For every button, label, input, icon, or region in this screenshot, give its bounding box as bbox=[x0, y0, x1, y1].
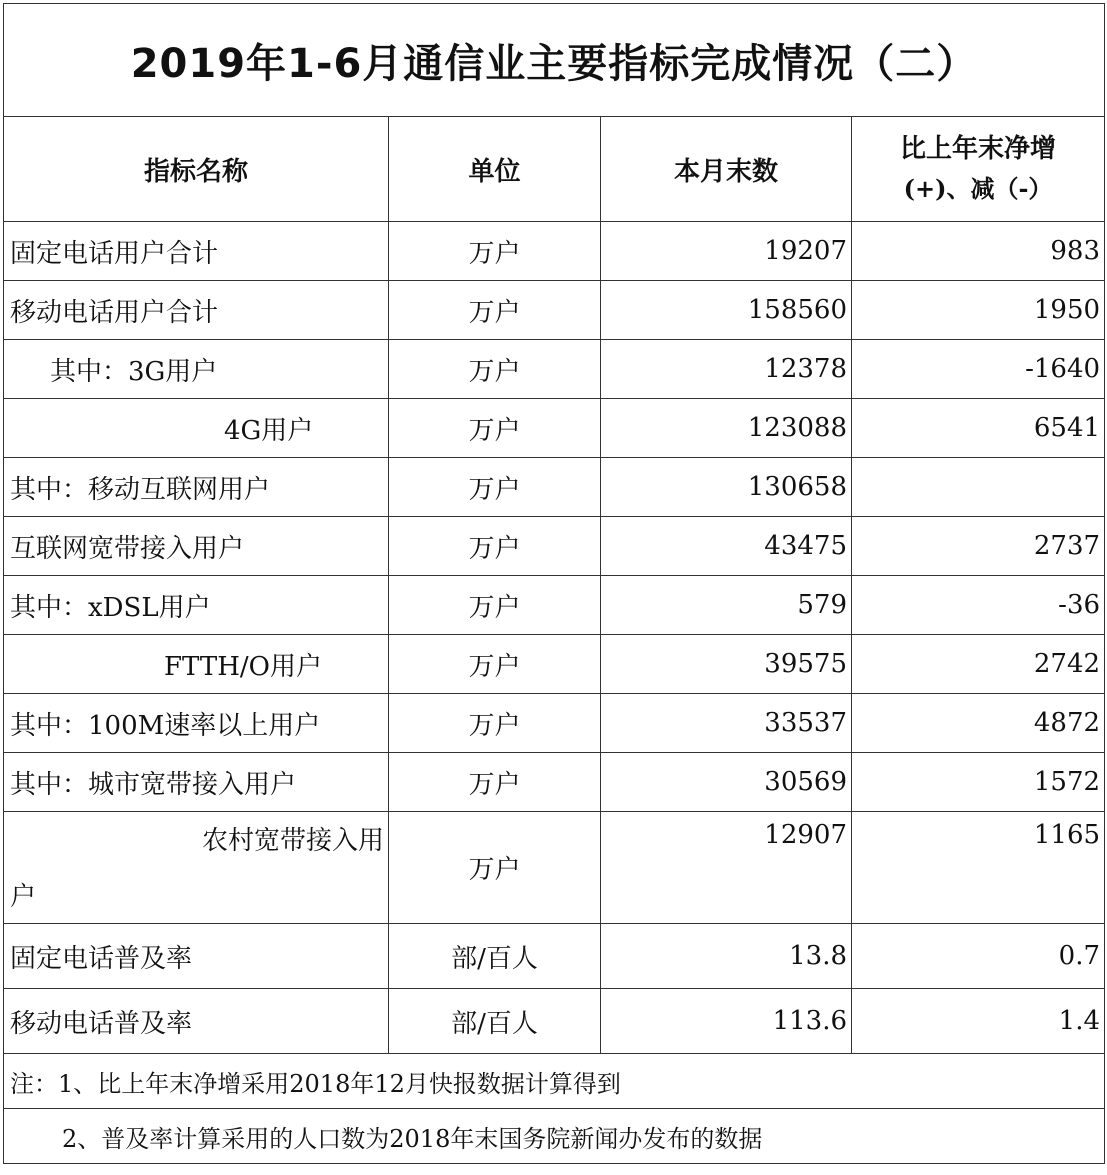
row-name: 其中：移动互联网用户 bbox=[4, 458, 389, 517]
row-name: 互联网宽带接入用户 bbox=[4, 517, 389, 576]
row-unit: 万户 bbox=[389, 458, 601, 517]
header-change bbox=[852, 117, 1105, 222]
row-current: 130658 bbox=[601, 458, 852, 517]
row-name: 其中：3G用户 bbox=[4, 340, 389, 399]
row-unit: 万户 bbox=[389, 812, 601, 924]
note-row bbox=[4, 1109, 1105, 1164]
row-name: FTTH/O用户 bbox=[4, 635, 389, 694]
table-row bbox=[4, 694, 1105, 753]
row-change: 1950 bbox=[852, 281, 1105, 340]
table-row bbox=[4, 812, 1105, 924]
table-row bbox=[4, 753, 1105, 812]
report-sheet bbox=[3, 3, 1104, 1166]
header-name: 指标名称 bbox=[4, 117, 389, 222]
row-change: 1572 bbox=[852, 753, 1105, 812]
row-name: 移动电话普及率 bbox=[4, 989, 389, 1054]
row-name: 其中：xDSL用户 bbox=[4, 576, 389, 635]
row-name-line1: 农村宽带接入用 bbox=[201, 826, 384, 856]
row-name: 其中：100M速率以上用户 bbox=[4, 694, 389, 753]
title-row bbox=[4, 4, 1105, 117]
table-row bbox=[4, 222, 1105, 281]
row-name: 其中：城市宽带接入用户 bbox=[4, 753, 389, 812]
row-change: 2737 bbox=[852, 517, 1105, 576]
row-change: -36 bbox=[852, 576, 1105, 635]
row-current: 30569 bbox=[601, 753, 852, 812]
row-unit: 万户 bbox=[389, 694, 601, 753]
table-row bbox=[4, 399, 1105, 458]
table-row bbox=[4, 517, 1105, 576]
table-row bbox=[4, 576, 1105, 635]
row-change: 1.4 bbox=[852, 989, 1105, 1054]
row-current: 12378 bbox=[601, 340, 852, 399]
row-change: 1165 bbox=[852, 812, 1105, 924]
row-change: -1640 bbox=[852, 340, 1105, 399]
row-current: 13.8 bbox=[601, 924, 852, 989]
indicator-table bbox=[3, 3, 1105, 1164]
row-unit: 万户 bbox=[389, 281, 601, 340]
row-current: 33537 bbox=[601, 694, 852, 753]
row-unit: 万户 bbox=[389, 399, 601, 458]
table-row bbox=[4, 989, 1105, 1054]
row-current: 43475 bbox=[601, 517, 852, 576]
row-current: 12907 bbox=[601, 812, 852, 924]
table-row bbox=[4, 924, 1105, 989]
row-current: 123088 bbox=[601, 399, 852, 458]
row-name: 4G用户 bbox=[4, 399, 389, 458]
row-name bbox=[4, 812, 389, 924]
note-1: 注：1、比上年末净增采用2018年12月快报数据计算得到 bbox=[4, 1054, 1105, 1109]
row-unit: 部/百人 bbox=[389, 924, 601, 989]
row-change: 0.7 bbox=[852, 924, 1105, 989]
header-change-line2: (+)、减（-） bbox=[903, 174, 1053, 203]
row-current: 158560 bbox=[601, 281, 852, 340]
row-unit: 万户 bbox=[389, 222, 601, 281]
row-name: 移动电话用户合计 bbox=[4, 281, 389, 340]
header-change-line1: 比上年末净增 bbox=[900, 134, 1057, 164]
row-unit: 万户 bbox=[389, 635, 601, 694]
page-title: 2019年1-6月通信业主要指标完成情况（二） bbox=[4, 4, 1105, 117]
row-current: 39575 bbox=[601, 635, 852, 694]
row-current: 113.6 bbox=[601, 989, 852, 1054]
table-row bbox=[4, 281, 1105, 340]
row-unit: 部/百人 bbox=[389, 989, 601, 1054]
row-change: 2742 bbox=[852, 635, 1105, 694]
row-unit: 万户 bbox=[389, 753, 601, 812]
row-name: 固定电话用户合计 bbox=[4, 222, 389, 281]
header-row bbox=[4, 117, 1105, 222]
row-change: 4872 bbox=[852, 694, 1105, 753]
row-unit: 万户 bbox=[389, 517, 601, 576]
row-current: 19207 bbox=[601, 222, 852, 281]
header-current: 本月末数 bbox=[601, 117, 852, 222]
note-2: 2、普及率计算采用的人口数为2018年末国务院新闻办发布的数据 bbox=[4, 1109, 1105, 1164]
table-row bbox=[4, 635, 1105, 694]
row-change bbox=[852, 458, 1105, 517]
row-unit: 万户 bbox=[389, 340, 601, 399]
table-row bbox=[4, 340, 1105, 399]
row-unit: 万户 bbox=[389, 576, 601, 635]
header-unit: 单位 bbox=[389, 117, 601, 222]
row-name-line2: 户 bbox=[10, 882, 37, 912]
row-change: 6541 bbox=[852, 399, 1105, 458]
note-row bbox=[4, 1054, 1105, 1109]
row-name: 固定电话普及率 bbox=[4, 924, 389, 989]
table-row bbox=[4, 458, 1105, 517]
row-change: 983 bbox=[852, 222, 1105, 281]
row-current: 579 bbox=[601, 576, 852, 635]
